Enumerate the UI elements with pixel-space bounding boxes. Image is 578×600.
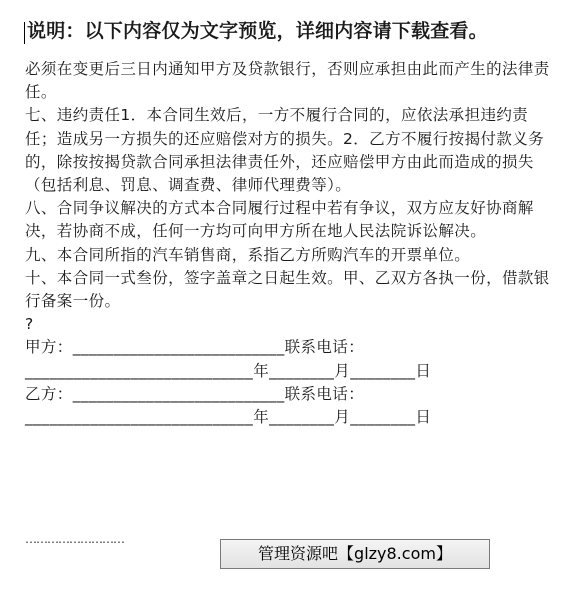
party-b-signature-line: 乙方：__________________________联系电话： (25, 384, 365, 403)
text-cursor (24, 22, 25, 44)
paragraph-dealer: 九、本合同所指的汽车销售商，系指乙方所购汽车的开票单位。 (25, 245, 471, 264)
dotted-separator: ……………………… (25, 532, 124, 546)
paragraph-copies: 十、本合同一式叁份，签字盖章之日起生效。甲、乙双方各执一份，借款银行备案一份。 (25, 268, 550, 311)
paragraph-change-notice: 必须在变更后三日内通知甲方及贷款银行，否则应承担由此而产生的法律责任。 (25, 60, 550, 102)
party-a-date-line: ____________________________年________月________日 (25, 361, 432, 380)
party-a-signature-line: 甲方：__________________________联系电话： (25, 338, 365, 357)
paragraph-dispute: 八、合同争议解决的方式本合同履行过程中若有争议，双方应友好协商解决，若协商不成，任何一方均可向甲方所在地人民法院诉讼解决。 (25, 199, 534, 241)
contract-body (25, 58, 555, 429)
preview-notice: 说明：以下内容仅为文字预览，详细内容请下载查看。 (27, 20, 488, 42)
party-b-date-line: ____________________________年________月________日 (25, 408, 432, 427)
paragraph-liability: 七、违约责任1．本合同生效后，一方不履行合同的，应依法承担违约责任；造成另一方损失的还应赔偿对方的损失。2．乙方不履行按揭付款义务的，除按按揭贷款合同承担法律责任外，还应赔偿甲方由此而造成的损失（包括利息、罚息、调查费、律师代理费等）。 (25, 106, 545, 195)
paragraph-placeholder: ? (25, 315, 34, 334)
source-site-badge[interactable]: 管理资源吧【glzy8.com】 (220, 539, 490, 569)
